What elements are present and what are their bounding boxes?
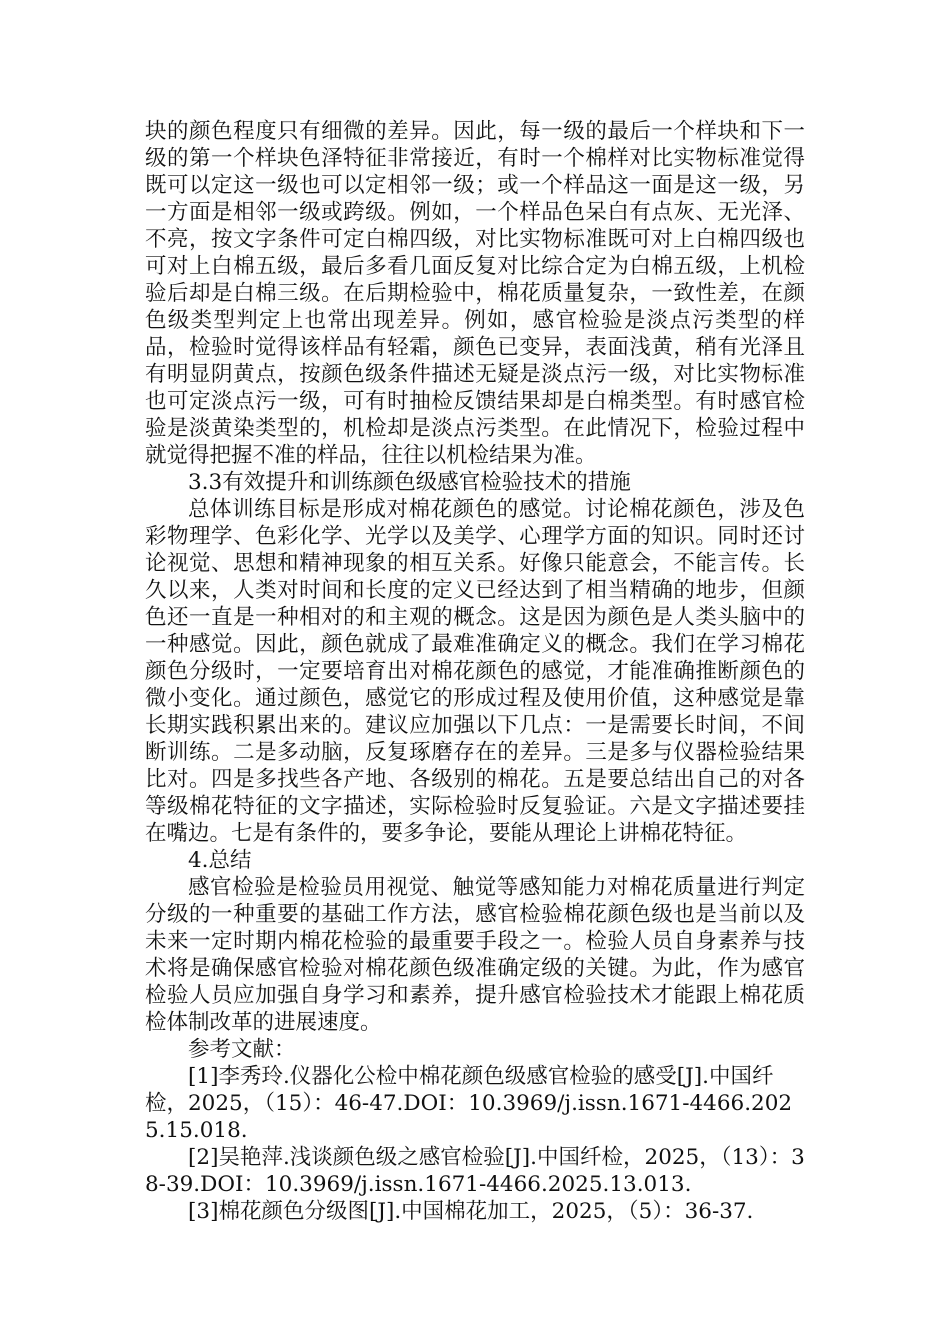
- section-heading-3-3: 3.3有效提升和训练颜色级感官检验技术的措施: [188, 470, 631, 495]
- paragraph-summary: 感官检验是检验员用视觉、触觉等感知能力对棉花质量进行判定分级的一种重要的基础工作方法，感官检验棉花颜色级也是当前以及未来一定时期内棉花检验的最重要手段之一。检验人员自身素养与技术将是确保感官检验对棉花颜色级准确定级的关键。为此，作为感官检验人员应加强自身学习和素养，提升感官检验技术才能跟上棉花质检体制改革的进展速度。: [145, 875, 805, 1035]
- paragraph-training: 总体训练目标是形成对棉花颜色的感觉。讨论棉花颜色，涉及色彩物理学、色彩化学、光学以及美学、心理学方面的知识。同时还讨论视觉、思想和精神现象的相互关系。好像只能意会，不能言传。长久以来，人类对时间和长度的定义已经达到了相当精确的地步，但颜色还一直是一种相对的和主观的概念。这是因为颜色是人类头脑中的一种感觉。因此，颜色就成了最难准确定义的概念。我们在学习棉花颜色分级时，一定要培育出对棉花颜色的感觉，才能准确推断颜色的微小变化。通过颜色，感觉它的形成过程及使用价值，这种感觉是靠长期实践积累出来的。建议应加强以下几点：一是需要长时间，不间断训练。二是多动脑，反复琢磨存在的差异。三是多与仪器检验结果比对。四是多找些各产地、各级别的棉花。五是要总结出自己的对各等级棉花特征的文字描述，实际检验时反复验证。六是文字描述要挂在嘴边。七是有条件的，要多争论，要能从理论上讲棉花特征。: [145, 497, 805, 846]
- section-heading-4: 4.总结: [188, 848, 252, 873]
- references-title: 参考文献：: [188, 1037, 296, 1062]
- paragraph-continued: 块的颜色程度只有细微的差异。因此，每一级的最后一个样块和下一级的第一个样块色泽特征非常接近，有时一个棉样对比实物标准觉得既可以定这一级也可以定相邻一级；或一个样品这一面是这一级，另一方面是相邻一级或跨级。例如，一个样品色呆白有点灰、无光泽、不亮，按文字条件可定白棉四级，对比实物标准既可对上白棉四级也可对上白棉五级，最后多看几面反复对比综合定为白棉五级，上机检验后却是白棉三级。在后期检验中，棉花质量复杂，一致性差，在颜色级类型判定上也常出现差异。例如，感官检验是淡点污类型的样品，检验时觉得该样品有轻霜，颜色已变异，表面浅黄，稍有光泽且有明显阴黄点，按颜色级条件描述无疑是淡点污一级，对比实物标准也可定淡点污一级，可有时抽检反馈结果却是白棉类型。有时感官检验是淡黄染类型的，机检却是淡点污类型。在此情况下，检验过程中就觉得把握不准的样品，往往以机检结果为准。: [145, 119, 805, 468]
- reference-item: [3]棉花颜色分级图[J].中国棉花加工，2025，（5）：36-37.: [188, 1199, 754, 1224]
- reference-item: [2]吴艳萍.浅谈颜色级之感官检验[J].中国纤检，2025，（13）：38-39.DOI：10.3969/j.issn.1671-4466.2025.13.013.: [145, 1145, 805, 1197]
- document-page: [145, 118, 805, 1225]
- reference-item: [1]李秀玲.仪器化公检中棉花颜色级感官检验的感受[J].中国纤检，2025，（15）：46-47.DOI：10.3969/j.issn.1671-4466.2025.15.018.: [145, 1064, 793, 1143]
